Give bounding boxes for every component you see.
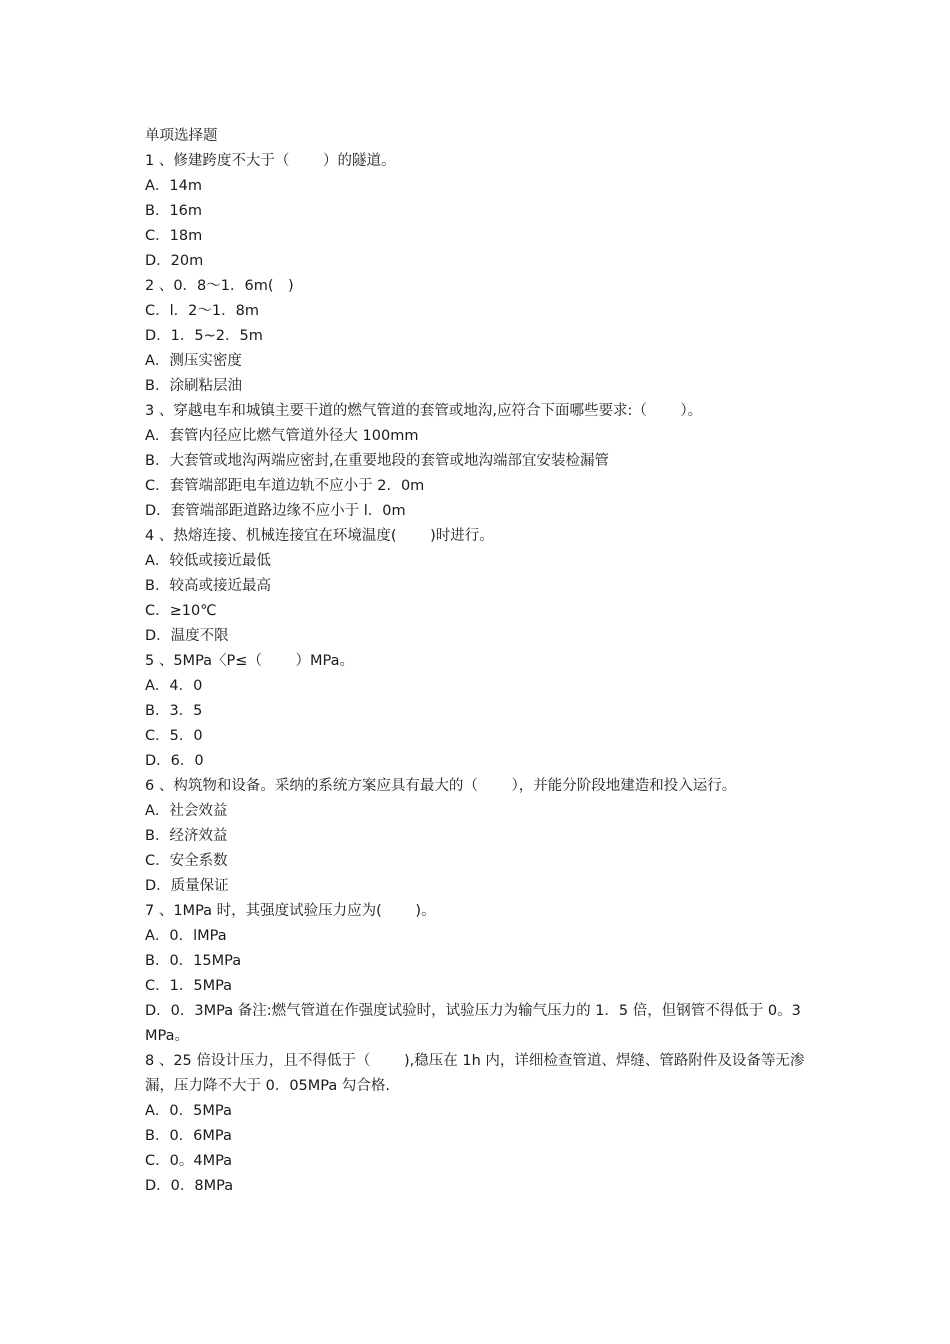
text-line: D．温度不限 (145, 628, 229, 644)
text-line: D．0．3MPa 备注:燃气管道在作强度试验时，试验压力为输气压力的 1．5 倍，但钢管不得低于 0。3MPa。 (145, 1003, 801, 1044)
text-line: D．1．5~2．5m (145, 328, 263, 344)
text-line: C．套管端部距电车道边轨不应小于 2．0m (145, 478, 425, 494)
text-line: 7 、1MPa 时，其强度试验压力应为( )。 (145, 903, 436, 919)
text-line: B．3．5 (145, 703, 203, 719)
text-line: 5 、5MPa〈P≤（ ）MPa。 (145, 653, 355, 669)
text-line: A．测压实密度 (145, 353, 242, 369)
text-line: 8 、25 倍设计压力，且不得低于（ ),稳压在 1h 内，详细检查管道、焊缝、管路附件及设备等无渗漏，压力降不大于 0．05MPa 勾合格. (145, 1053, 805, 1094)
text-line: 6 、构筑物和设备。采纳的系统方案应具有最大的（ ），并能分阶段地建造和投入运行。 (145, 778, 737, 794)
text-line: D．6．0 (145, 753, 204, 769)
text-line: B．0．15MPa (145, 953, 242, 969)
text-line: D．20m (145, 253, 204, 269)
text-line: B．16m (145, 203, 203, 219)
text-line: B．0．6MPa (145, 1128, 232, 1144)
text-line: B．涂刷粘层油 (145, 378, 242, 394)
text-line: A．0．5MPa (145, 1103, 232, 1119)
text-line: D．0．8MPa (145, 1178, 234, 1194)
text-line: A．14m (145, 178, 202, 194)
text-line: C．≥10℃ (145, 603, 217, 619)
text-line: 4 、热熔连接、机械连接宜在环境温度( )时进行。 (145, 528, 494, 544)
text-line: C．l．2～1．8m (145, 303, 259, 319)
text-line: C．0。4MPa (145, 1153, 233, 1169)
text-line: 1 、修建跨度不大于（ ）的隧道。 (145, 153, 396, 169)
text-line: A．4．0 (145, 678, 203, 694)
text-line: B．经济效益 (145, 828, 228, 844)
text-line: D．套管端部距道路边缘不应小于 l．0m (145, 503, 406, 519)
text-line: C．18m (145, 228, 203, 244)
text-line: 3 、穿越电车和城镇主要干道的燃气管道的套管或地沟,应符合下面哪些要求:（ ）。 (145, 403, 703, 419)
text-line: A．套管内径应比燃气管道外径大 100mm (145, 428, 419, 444)
text-line: C．5．0 (145, 728, 203, 744)
text-line: A．社会效益 (145, 803, 228, 819)
text-line: B．较高或接近最高 (145, 578, 271, 594)
question-list (145, 149, 810, 1199)
section-title: 单项选择题 (145, 128, 218, 144)
text-line: C．1．5MPa (145, 978, 233, 994)
text-line: C．安全系数 (145, 853, 228, 869)
text-line: A．较低或接近最低 (145, 553, 271, 569)
text-line: B．大套管或地沟两端应密封,在重要地段的套管或地沟端部宜安装检漏管 (145, 453, 610, 469)
text-line: D．质量保证 (145, 878, 229, 894)
text-line: 2 、0．8～1．6m( ) (145, 278, 294, 294)
text-line: A．0．lMPa (145, 928, 227, 944)
document-page (145, 124, 810, 1199)
